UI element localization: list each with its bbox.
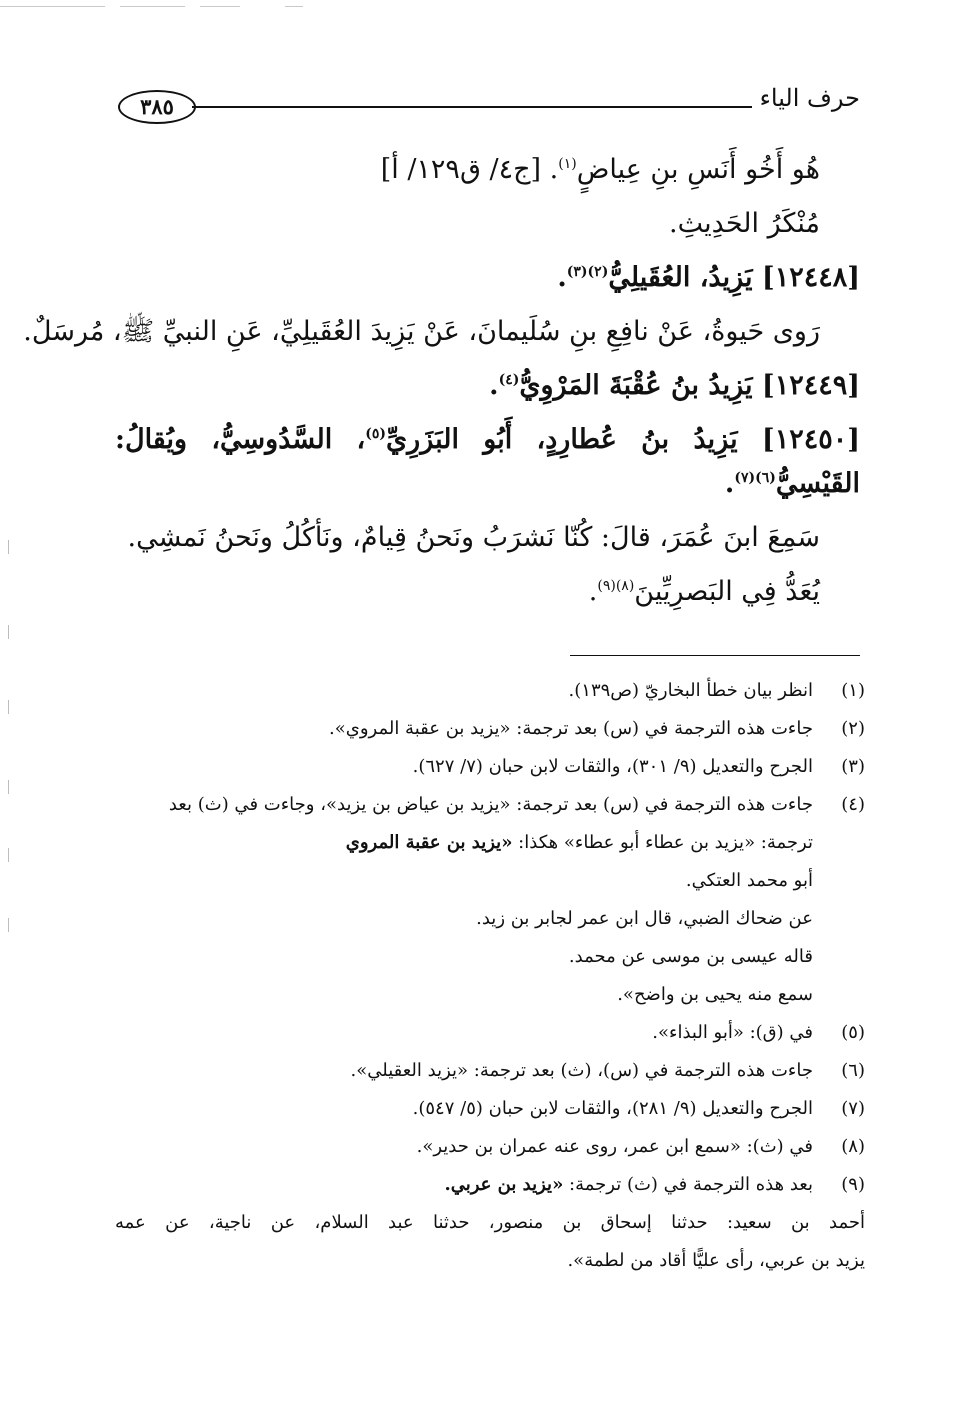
footnote-ref[interactable]: (٤): [498, 372, 520, 388]
main-text: [23, 150, 860, 626]
footnote-block: أحمد بن سعيد: حدثنا إسحاق بن منصور، حدثنا عبد السلام، عن ناجية، عن عمه: [115, 1212, 865, 1233]
header-rule: [192, 106, 752, 108]
entry-heading-cont: القَيْسِيُّ$^{(٦)(٧)}$.: [724, 468, 860, 499]
footnote-cont: أبو محمد العتكي.: [685, 870, 813, 891]
footnotes: [115, 672, 865, 1280]
footnote-ref[interactable]: (٢)(٣): [566, 264, 609, 280]
footnote: (٦)جاءت هذه الترجمة في (س)، (ث) بعد ترجمة: «يزيد العقيلي».: [350, 1060, 865, 1081]
footnote-cont: ترجمة: «يزيد بن عطاء أبو عطاء» هكذا: «يزيد بن عقبة المروي: [345, 832, 813, 853]
footnote-separator: [570, 655, 860, 656]
footnote: (١)انظر بيان خطأ البخاريّ (ص١٣٩).: [568, 680, 865, 701]
running-head: حرف الياء: [759, 84, 860, 112]
entry-heading: [١٢٤٤٨] يَزِيدُ، العُقَيلِيُّ$^{(٢)(٣)}$.: [557, 262, 860, 293]
footnote: (٥)في (ق): «أبو البذاء».: [652, 1022, 865, 1043]
text-line: هُو أَخُو أَنَسِ بنِ عِياضٍ$^{(١)}$. [ج٤/ ق١٢٩/ أ]: [380, 154, 820, 185]
footnote: (٨)في (ث): «سمع ابن عمر، روى عنه عمران بن حدير».: [416, 1136, 865, 1157]
entry-heading: [١٢٤٥٠] يَزِيدُ بنُ عُطارِدٍ، أَبُو البَزَرِيِّ$^{(٥)}$، السَّدُوسِيُّ، ويُقالُ:: [115, 424, 860, 455]
footnote: (٤)جاءت هذه الترجمة في (س) بعد ترجمة: «يزيد بن عياض بن يزيد»، وجاءت في (ث) بعد: [168, 794, 865, 815]
footnote: (٢)جاءت هذه الترجمة في (س) بعد ترجمة: «يزيد بن عقبة المروي».: [329, 718, 865, 739]
text-line: يُعَدُّ فِي البَصرِيِّينَ$^{(٨)(٩)}$.: [588, 576, 820, 607]
footnote: (٣)الجرح والتعديل (٩/ ٣٠١)، والثقات لابن حبان (٧/ ٦٢٧).: [412, 756, 865, 777]
page-number: ٣٨٥: [118, 90, 196, 124]
footnote-cont: سمع منه يحيى بن واضح».: [617, 984, 813, 1005]
footnote-block: يزيد بن عربي، رأى عليًّا أقاد من لطمة».: [567, 1250, 865, 1271]
footnote-ref[interactable]: (٦)(٧): [734, 470, 776, 486]
footnote: (٧)الجرح والتعديل (٩/ ٢٨١)، والثقات لابن حبان (٥/ ٥٤٧).: [412, 1098, 865, 1119]
footnote-ref[interactable]: (٥): [365, 426, 387, 442]
footnote-ref[interactable]: (٨)(٩): [597, 578, 635, 594]
footnote-cont: عن ضحاك الضبي، قال ابن عمر لجابر بن زيد.: [476, 908, 813, 929]
scan-marks: [0, 0, 975, 12]
footnote-ref[interactable]: (١): [558, 156, 577, 172]
footnote-cont: قاله عيسى بن موسى عن محمد.: [568, 946, 813, 967]
entry-heading: [١٢٤٤٩] يَزِيدُ بنُ عُقْبَةَ المَرْوِيُّ$^{(٤)}$.: [489, 370, 860, 401]
text-line: رَوى حَيوةُ، عَنْ نافِعِ بنِ سُلَيمانَ، عَنْ يَزِيدَ العُقَيلِيِّ، عَنِ النبيِّ ﷺ، مُرسَلٌ.: [23, 316, 820, 347]
footnote: (٩)بعد هذه الترجمة في (ث) ترجمة: «يزيد بن عربي.: [444, 1174, 865, 1195]
text-line: سَمِعَ ابنَ عُمَرَ، قالَ: كُنّا نَشرَبُ ونَحنُ قِيامٌ، ونَأكُلُ ونَحنُ نَمشِي.: [127, 522, 820, 553]
page-header: [118, 84, 860, 128]
text-line: مُنْكَرُ الحَدِيثِ.: [669, 208, 820, 239]
